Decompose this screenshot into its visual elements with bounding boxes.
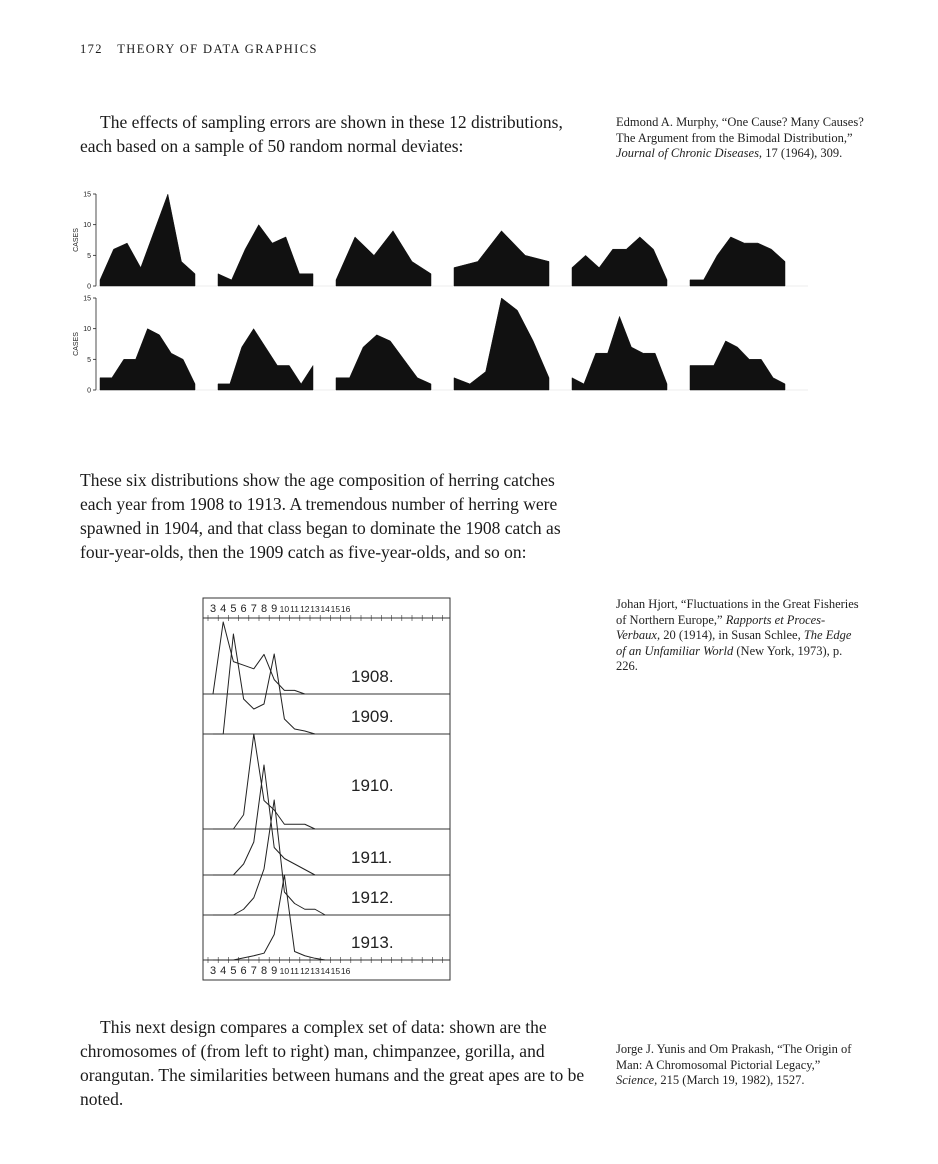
- paragraph-herring-text: These six distributions show the age composition of herring catches each year from 1908 to 1913. A tremendous number of herring were spawned in 1904, and that class began to dominate the 1908 catch as four-year-olds, then the 1909 catch as five-year-olds, and so on:: [80, 470, 561, 562]
- histogram-panel: [336, 231, 431, 286]
- x-tick-label-top: 12: [300, 604, 310, 614]
- x-tick-label-top: 8: [260, 603, 268, 615]
- x-tick-label-top: 3: [209, 603, 217, 615]
- x-tick-label-bottom: 14: [320, 966, 330, 976]
- y-tick-label: 0: [87, 387, 91, 395]
- sidenote-yunis: [616, 1042, 861, 1089]
- x-tick-label-top: 13: [310, 604, 320, 614]
- x-tick-label-top: 5: [230, 603, 237, 615]
- y-axis-label: CASES: [73, 228, 80, 252]
- sidenote-yunis-author: Jorge J. Yunis and Om Prakash, “The Origin of Man: A Chromosomal Pictorial Legacy,”: [616, 1042, 852, 1072]
- sidenote-murphy-author: Edmond A. Murphy, “One Cause? Many Causes? The Argument from the Bimodal Distribution,”: [616, 115, 864, 145]
- x-tick-label-top: 6: [240, 603, 247, 615]
- x-tick-label-bottom: 3: [209, 965, 217, 977]
- x-tick-label-top: 4: [220, 603, 227, 615]
- x-tick-label-bottom: 6: [240, 965, 247, 977]
- sidenote-yunis-rest: 215 (March 19, 1982), 1527.: [660, 1073, 805, 1087]
- sidenote-murphy-journal: Journal of Chronic Diseases,: [616, 146, 763, 160]
- x-tick-label-bottom: 7: [250, 965, 257, 977]
- herring-age-chart: [195, 592, 455, 982]
- histogram-panel: [690, 237, 785, 286]
- sidenote-yunis-journal: Science,: [616, 1073, 658, 1087]
- histogram-panel: [454, 298, 549, 390]
- histogram-panel: [218, 225, 313, 286]
- paragraph-sampling-errors: [80, 110, 590, 158]
- x-tick-label-top: 14: [320, 604, 330, 614]
- histogram-panel: [572, 237, 667, 286]
- paragraph-chromosomes-text: This next design compares a complex set of data: shown are the chromosomes of (from left to right) man, chimpanzee, gorilla, and orangutan. The similarities between humans and the great apes are to be noted.: [80, 1017, 585, 1109]
- x-tick-label-bottom: 9: [271, 965, 278, 977]
- histogram-panel: [100, 194, 195, 286]
- paragraph-chromosomes: [80, 1015, 590, 1111]
- y-tick-label: 5: [87, 356, 91, 364]
- x-tick-label-bottom: 11: [290, 966, 300, 976]
- x-tick-label-top: 9: [271, 603, 278, 615]
- series-label-1910: 1910.: [351, 776, 394, 795]
- herring-frame: [203, 598, 450, 980]
- histogram-panel: [100, 329, 195, 390]
- x-tick-label-bottom: 8: [260, 965, 268, 977]
- histogram-panel: [218, 329, 313, 390]
- histogram-panel: [336, 335, 431, 390]
- histogram-panel: [690, 341, 785, 390]
- x-tick-label-bottom: 10: [279, 966, 290, 976]
- y-axis-label: CASES: [73, 332, 80, 356]
- x-tick-label-bottom: 15: [330, 966, 341, 976]
- y-tick-label: 10: [83, 326, 91, 334]
- y-tick-label: 15: [83, 295, 91, 303]
- histogram-panel: [454, 231, 549, 286]
- series-line-1908: [213, 622, 305, 694]
- series-label-1908: 1908.: [351, 667, 394, 686]
- sidenote-hjort-author: Johan Hjort, “Fluctuations in the Great Fisheries of Northern Europe,”: [616, 597, 859, 627]
- series-line-1913: [213, 875, 325, 960]
- series-label-1909: 1909.: [351, 707, 394, 726]
- y-tick-label: 10: [83, 222, 91, 230]
- histogram-row-2: [73, 296, 808, 395]
- sidenote-hjort-book: The Edge of an Unfamiliar World: [616, 628, 852, 658]
- running-head: [80, 42, 318, 57]
- series-line-1910: [213, 734, 315, 829]
- x-tick-label-bottom: 4: [220, 965, 227, 977]
- sidenote-hjort: [616, 597, 861, 675]
- x-tick-label-bottom: 5: [230, 965, 237, 977]
- sampling-distributions-chart: [60, 190, 860, 420]
- sidenote-murphy-rest: 17 (1964), 309.: [765, 146, 843, 160]
- paragraph-sampling-errors-text: The effects of sampling errors are shown in these 12 distributions, each based on a sample of 50 random normal deviates:: [80, 112, 563, 156]
- histogram-row-1: [73, 192, 808, 291]
- x-tick-label-bottom: 13: [310, 966, 320, 976]
- x-tick-label-top: 11: [290, 604, 300, 614]
- page-number: 172: [80, 42, 103, 56]
- y-tick-label: 15: [83, 191, 91, 199]
- histogram-panel: [572, 316, 667, 390]
- sidenote-hjort-rest: (New York, 1973), p. 226.: [616, 643, 843, 673]
- series-label-1913: 1913.: [351, 933, 394, 952]
- x-tick-label-bottom: 16: [340, 966, 351, 976]
- x-tick-label-top: 15: [330, 604, 341, 614]
- x-tick-label-top: 16: [340, 604, 351, 614]
- series-line-1912: [213, 800, 325, 915]
- paragraph-herring: [80, 468, 590, 564]
- running-head-title: THEORY OF DATA GRAPHICS: [117, 42, 318, 56]
- sidenote-hjort-journal: Rapports et Proces-Verbaux,: [616, 612, 826, 642]
- x-tick-label-bottom: 12: [300, 966, 310, 976]
- series-line-1909: [213, 634, 315, 734]
- y-tick-label: 0: [87, 283, 91, 291]
- series-label-1912: 1912.: [351, 888, 394, 907]
- series-line-1911: [213, 765, 315, 875]
- sidenote-hjort-mid: 20 (1914), in Susan Schlee,: [663, 628, 801, 642]
- y-tick-label: 5: [87, 252, 91, 260]
- x-tick-label-top: 7: [250, 603, 257, 615]
- series-label-1911: 1911.: [351, 848, 393, 867]
- sidenote-murphy: [616, 115, 866, 162]
- x-tick-label-top: 10: [279, 604, 290, 614]
